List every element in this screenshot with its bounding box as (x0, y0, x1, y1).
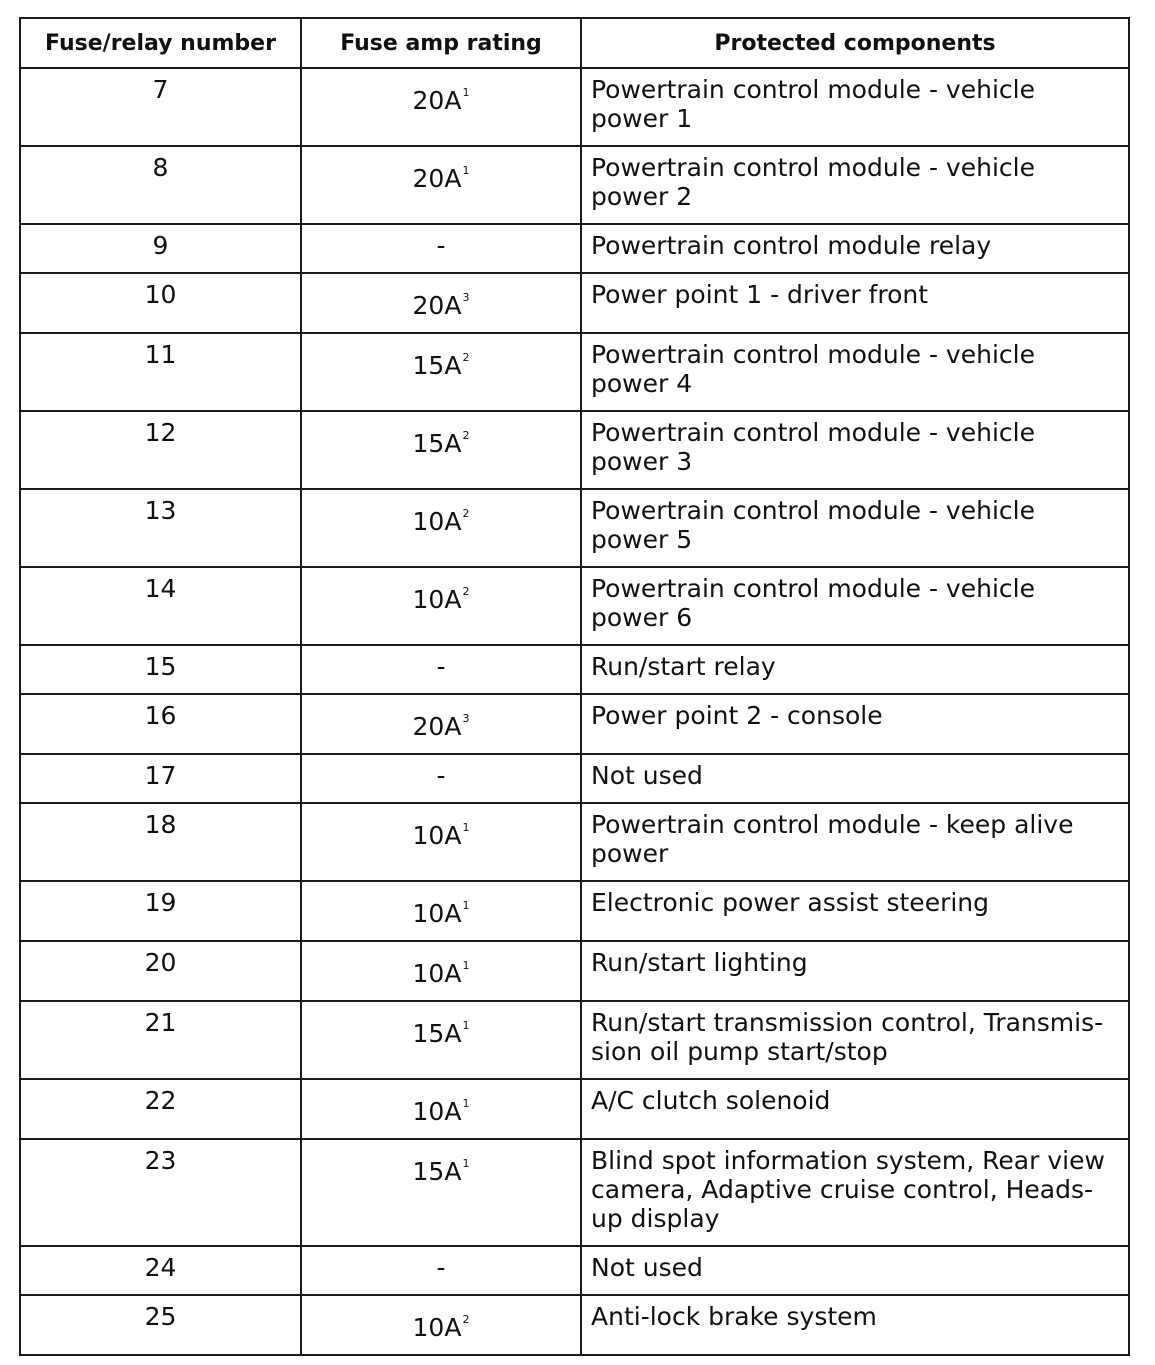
table-row (20, 803, 1129, 881)
amp-rating-cell (301, 881, 581, 941)
amp-rating-value: 10A (412, 1097, 462, 1126)
fuse-number-cell: 21 (20, 1001, 301, 1079)
table-row (20, 146, 1129, 224)
table-row (20, 489, 1129, 567)
protected-components-cell: Powertrain control module - vehicle power 4 (581, 333, 1129, 411)
footnote-marker: 2 (462, 428, 470, 442)
footnote-marker: 1 (462, 1156, 470, 1170)
amp-rating-value: 20A (412, 291, 462, 320)
amp-rating-cell (301, 1246, 581, 1295)
amp-rating-value: 10A (412, 821, 462, 850)
protected-components-cell: Powertrain control module - vehicle power 2 (581, 146, 1129, 224)
footnote-marker: 1 (462, 85, 470, 99)
amp-rating-value: 10A (412, 899, 462, 928)
protected-components-cell: Electronic power assist steering (581, 881, 1129, 941)
table-row (20, 1246, 1129, 1295)
protected-components-cell: Powertrain control module relay (581, 224, 1129, 273)
protected-components-cell: Run/start lighting (581, 941, 1129, 1001)
amp-rating-cell (301, 273, 581, 333)
protected-components-cell: Not used (581, 1246, 1129, 1295)
header-fuse-number: Fuse/relay number (20, 18, 301, 68)
table-row (20, 645, 1129, 694)
footnote-marker: 1 (462, 958, 470, 972)
footnote-marker: 3 (462, 290, 470, 304)
amp-rating-value: - (436, 1253, 446, 1282)
amp-rating-value: 20A (412, 86, 462, 115)
amp-rating-value: - (436, 652, 446, 681)
amp-rating-value: 20A (412, 712, 462, 741)
protected-components-cell: Powertrain control module - vehicle power 1 (581, 68, 1129, 146)
table-row (20, 1079, 1129, 1139)
fuse-number-cell: 18 (20, 803, 301, 881)
table-row (20, 881, 1129, 941)
fuse-number-cell: 19 (20, 881, 301, 941)
fuse-number-cell: 7 (20, 68, 301, 146)
amp-rating-cell (301, 803, 581, 881)
table-row (20, 411, 1129, 489)
table-row (20, 941, 1129, 1001)
fuse-number-cell: 24 (20, 1246, 301, 1295)
protected-components-cell: Power point 1 - driver front (581, 273, 1129, 333)
amp-rating-cell (301, 1001, 581, 1079)
fuse-number-cell: 23 (20, 1139, 301, 1246)
fuse-number-cell: 25 (20, 1295, 301, 1355)
fuse-number-cell: 15 (20, 645, 301, 694)
amp-rating-cell (301, 411, 581, 489)
amp-rating-cell (301, 754, 581, 803)
fuse-number-cell: 12 (20, 411, 301, 489)
amp-rating-cell (301, 224, 581, 273)
amp-rating-cell (301, 1295, 581, 1355)
protected-components-cell: Powertrain control module - keep alive power (581, 803, 1129, 881)
footnote-marker: 2 (462, 1312, 470, 1326)
footnote-marker: 1 (462, 1018, 470, 1032)
footnote-marker: 2 (462, 350, 470, 364)
amp-rating-value: 10A (412, 959, 462, 988)
amp-rating-cell (301, 1079, 581, 1139)
table-row (20, 68, 1129, 146)
table-row (20, 224, 1129, 273)
table-row (20, 1001, 1129, 1079)
footnote-marker: 2 (462, 584, 470, 598)
footnote-marker: 3 (462, 711, 470, 725)
footnote-marker: 2 (462, 506, 470, 520)
table-row (20, 694, 1129, 754)
amp-rating-value: 10A (412, 585, 462, 614)
amp-rating-value: 10A (412, 507, 462, 536)
fuse-number-cell: 13 (20, 489, 301, 567)
amp-rating-value: 10A (412, 1313, 462, 1342)
amp-rating-cell (301, 694, 581, 754)
fuse-number-cell: 11 (20, 333, 301, 411)
footnote-marker: 1 (462, 898, 470, 912)
footnote-marker: 1 (462, 820, 470, 834)
protected-components-cell: Power point 2 - console (581, 694, 1129, 754)
amp-rating-cell (301, 645, 581, 694)
amp-rating-value: - (436, 761, 446, 790)
protected-components-cell: Run/start relay (581, 645, 1129, 694)
amp-rating-value: 15A (412, 351, 462, 380)
amp-rating-cell (301, 333, 581, 411)
fuse-number-cell: 16 (20, 694, 301, 754)
amp-rating-value: 15A (412, 1019, 462, 1048)
protected-components-cell: Not used (581, 754, 1129, 803)
protected-components-cell: A/C clutch solenoid (581, 1079, 1129, 1139)
amp-rating-value: 15A (412, 1157, 462, 1186)
amp-rating-cell (301, 68, 581, 146)
amp-rating-value: - (436, 231, 446, 260)
fuse-number-cell: 8 (20, 146, 301, 224)
fuse-number-cell: 9 (20, 224, 301, 273)
fuse-relay-table (19, 17, 1130, 1356)
fuse-number-cell: 17 (20, 754, 301, 803)
protected-components-cell: Run/start transmission control, Transmis-sion oil pump start/stop (581, 1001, 1129, 1079)
protected-components-cell: Powertrain control module - vehicle power 6 (581, 567, 1129, 645)
fuse-number-cell: 22 (20, 1079, 301, 1139)
protected-components-cell: Powertrain control module - vehicle power 5 (581, 489, 1129, 567)
protected-components-cell: Powertrain control module - vehicle power 3 (581, 411, 1129, 489)
table-row (20, 754, 1129, 803)
table-header-row (20, 18, 1129, 68)
header-protected-components: Protected components (581, 18, 1129, 68)
amp-rating-cell (301, 1139, 581, 1246)
amp-rating-value: 15A (412, 429, 462, 458)
table-body (20, 68, 1129, 1355)
protected-components-cell: Anti-lock brake system (581, 1295, 1129, 1355)
protected-components-cell: Blind spot information system, Rear view camera, Adaptive cruise control, Heads-up display (581, 1139, 1129, 1246)
footnote-marker: 1 (462, 1096, 470, 1110)
header-amp-rating: Fuse amp rating (301, 18, 581, 68)
footnote-marker: 1 (462, 163, 470, 177)
amp-rating-cell (301, 941, 581, 1001)
amp-rating-cell (301, 489, 581, 567)
table-row (20, 567, 1129, 645)
fuse-number-cell: 10 (20, 273, 301, 333)
fuse-number-cell: 14 (20, 567, 301, 645)
amp-rating-cell (301, 567, 581, 645)
table-row (20, 1295, 1129, 1355)
amp-rating-cell (301, 146, 581, 224)
amp-rating-value: 20A (412, 164, 462, 193)
table-row (20, 273, 1129, 333)
fuse-number-cell: 20 (20, 941, 301, 1001)
table-row (20, 1139, 1129, 1246)
table-row (20, 333, 1129, 411)
